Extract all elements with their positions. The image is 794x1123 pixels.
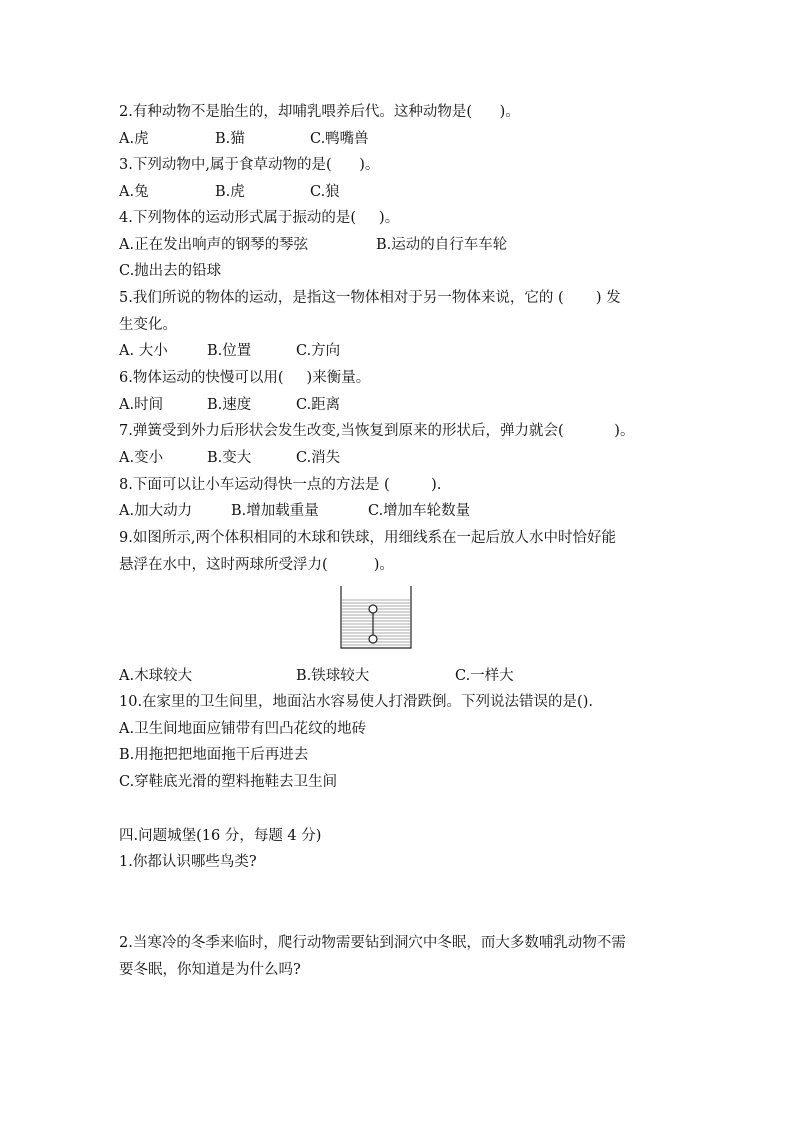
question-7-option-b: B.变大 bbox=[207, 450, 252, 466]
wood-ball bbox=[369, 605, 377, 613]
iron-ball bbox=[369, 635, 377, 643]
question-9-stem-line2: 悬浮在水中，这时两球所受浮力( )。 bbox=[119, 557, 394, 573]
question-8-option-c: C.增加车轮数量 bbox=[368, 503, 471, 519]
section-4-question-2-line2: 要冬眠，你知道是为什么吗? bbox=[119, 962, 301, 978]
question-10-option-a: A.卫生间地面应铺带有凹凸花纹的地砖 bbox=[119, 721, 367, 737]
question-6-option-b: B.速度 bbox=[207, 397, 252, 413]
question-2-option-a: A.虎 bbox=[119, 131, 149, 147]
question-8-option-b: B.增加载重量 bbox=[231, 503, 319, 519]
question-9-option-b: B.铁球较大 bbox=[296, 668, 370, 684]
question-4-option-c: C.抛出去的铅球 bbox=[119, 263, 222, 279]
question-5-option-b: B.位置 bbox=[207, 343, 252, 359]
question-8-stem: 8.下面可以让小车运动得快一点的方法是 ( ). bbox=[119, 477, 442, 493]
question-5-stem-line1: 5.我们所说的物体的运动，是指这一物体相对于另一物体来说，它的 ( ) 发 bbox=[119, 290, 621, 306]
question-9-option-a: A.木球较大 bbox=[119, 668, 193, 684]
question-6-stem: 6.物体运动的快慢可以用( )来衡量。 bbox=[119, 370, 371, 386]
question-2-option-b: B.猫 bbox=[215, 131, 245, 147]
question-3-option-a: A.兔 bbox=[119, 184, 149, 200]
question-5-option-a: A. 大小 bbox=[119, 343, 168, 359]
section-4-question-1: 1.你都认识哪些鸟类? bbox=[119, 854, 257, 870]
question-10-option-b: B.用拖把把地面拖干后再进去 bbox=[119, 747, 309, 763]
question-4-stem: 4.下列物体的运动形式属于振动的是( )。 bbox=[119, 210, 400, 226]
section-4-title: 四.问题城堡(16 分，每题 4 分) bbox=[119, 828, 322, 844]
question-10-stem: 10.在家里的卫生间里，地面沾水容易使人打滑跌倒。下列说法错误的是(). bbox=[119, 694, 593, 710]
question-5-option-c: C.方向 bbox=[296, 343, 341, 359]
question-7-option-a: A.变小 bbox=[119, 450, 164, 466]
question-4-option-a: A.正在发出响声的钢琴的琴弦 bbox=[119, 237, 309, 253]
question-6-option-a: A.时间 bbox=[119, 397, 164, 413]
question-6-option-c: C.距离 bbox=[296, 397, 341, 413]
question-9-option-c: C.一样大 bbox=[455, 668, 514, 684]
question-3-stem: 3.下列动物中,属于食草动物的是( )。 bbox=[119, 157, 380, 173]
question-4-option-b: B.运动的自行车车轮 bbox=[376, 237, 508, 253]
question-3-option-b: B.虎 bbox=[215, 184, 245, 200]
beaker-figure bbox=[339, 586, 413, 650]
question-5-stem-line2: 生变化。 bbox=[119, 317, 177, 333]
question-2-option-c: C.鸭嘴兽 bbox=[310, 131, 369, 147]
question-10-option-c: C.穿鞋底光滑的塑料拖鞋去卫生间 bbox=[119, 774, 338, 790]
question-7-stem: 7.弹簧受到外力后形状会发生改变,当恢复到原来的形状后，弹力就会( )。 bbox=[119, 423, 635, 439]
question-7-option-c: C.消失 bbox=[296, 450, 341, 466]
section-4-question-2-line1: 2.当寒冷的冬季来临时，爬行动物需要钻到洞穴中冬眠，而大多数哺乳动物不需 bbox=[119, 935, 626, 951]
question-2-stem: 2.有种动物不是胎生的，却哺乳喂养后代。这种动物是( )。 bbox=[119, 104, 520, 120]
question-3-option-c: C.狼 bbox=[310, 184, 340, 200]
question-8-option-a: A.加大动力 bbox=[119, 503, 193, 519]
question-9-stem-line1: 9.如图所示,两个体积相同的木球和铁球，用细线系在一起后放人水中时恰好能 bbox=[119, 530, 616, 546]
